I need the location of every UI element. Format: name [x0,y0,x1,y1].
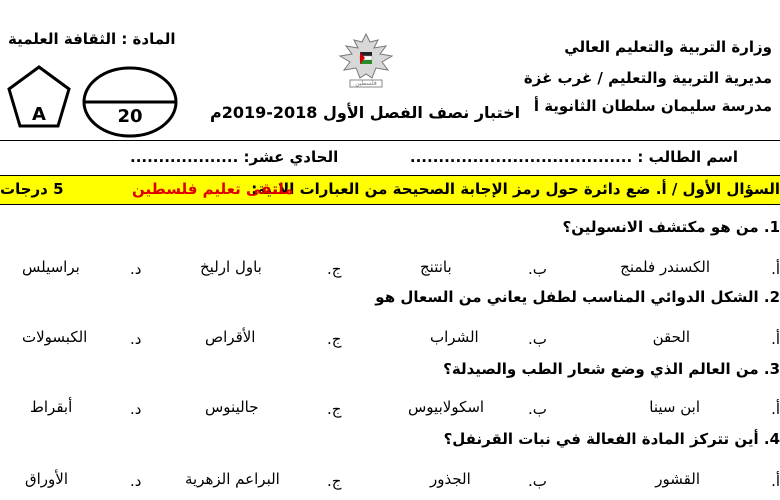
section-instruction: السؤال الأول / أ. ضع دائرة حول رمز الإجابة الصحيحة من العبارات الاتية: [251,180,780,198]
q1-option-b[interactable]: بانتنج [420,258,452,276]
question-3: 3. من العالم الذي وضع شعار الطب والصيدلة؟ [443,360,780,378]
directorate-name: مديرية التربية والتعليم / غرب غزة [523,69,772,87]
option-letter: أ. [771,400,780,418]
option-letter: د. [130,330,142,348]
form-letter: A [32,104,46,125]
q1-option-d[interactable]: براسيلس [22,258,80,276]
question-1: 1. من هو مكتشف الانسولين؟ [562,218,780,236]
question-2: 2. الشكل الدوائي المناسب لطفل يعاني من السعال هو [375,288,780,306]
class-field[interactable]: الحادي عشر: ................... [130,148,339,166]
q1-option-a[interactable]: الكسندر فلمنج [620,258,710,276]
q3-option-b[interactable]: اسكولابيوس [408,398,485,416]
q4-option-a[interactable]: القشور [655,470,700,488]
question-4: 4. أين تتركز المادة الفعالة في نبات القرنفل؟ [443,430,780,448]
option-letter: ج. [327,260,342,278]
q2-option-c[interactable]: الأقراص [205,328,256,346]
watermark-text: ملتقى تعليم فلسطين [132,180,294,198]
section-banner [0,175,780,205]
section-score: 5 درجات [0,180,64,198]
score-ellipse-icon [80,62,180,142]
q4-option-d[interactable]: الأوراق [25,470,69,488]
header-divider [0,140,780,141]
option-letter: ب. [528,400,547,418]
total-score: 20 [117,106,143,127]
exam-title: اختبار نصف الفصل الأول 2018-2019م [210,103,521,122]
option-letter: د. [130,400,142,418]
q4-option-b[interactable]: الجذور [430,470,471,488]
q4-option-c[interactable]: البراعم الزهرية [185,470,280,488]
q3-option-d[interactable]: أبقراط [30,398,73,416]
option-letter: ج. [327,330,342,348]
q3-option-c[interactable]: جالينوس [205,398,259,416]
q1-option-c[interactable]: باول ارليخ [200,258,262,276]
q3-option-a[interactable]: ابن سينا [649,398,700,416]
option-letter: د. [130,260,142,278]
option-letter: ج. [327,472,342,490]
option-letter: ب. [528,330,547,348]
option-letter: ب. [528,260,547,278]
q2-option-a[interactable]: الحقن [652,328,690,346]
option-letter: ب. [528,472,547,490]
student-name-field[interactable]: اسم الطالب : ....................................... [409,148,738,166]
subject-label: المادة : الثقافة العلمية [8,30,176,48]
option-letter: أ. [771,330,780,348]
option-letter: ج. [327,400,342,418]
option-letter: د. [130,472,142,490]
q2-option-b[interactable]: الشراب [430,328,479,346]
emblem-label: فلسطين [355,80,377,87]
q2-option-d[interactable]: الكبسولات [22,328,88,346]
option-letter: أ. [771,472,780,490]
option-letter: أ. [771,260,780,278]
ministry-name: وزارة التربية والتعليم العالي [564,38,772,56]
school-name: مدرسة سليمان سلطان الثانوية أ [533,97,772,115]
